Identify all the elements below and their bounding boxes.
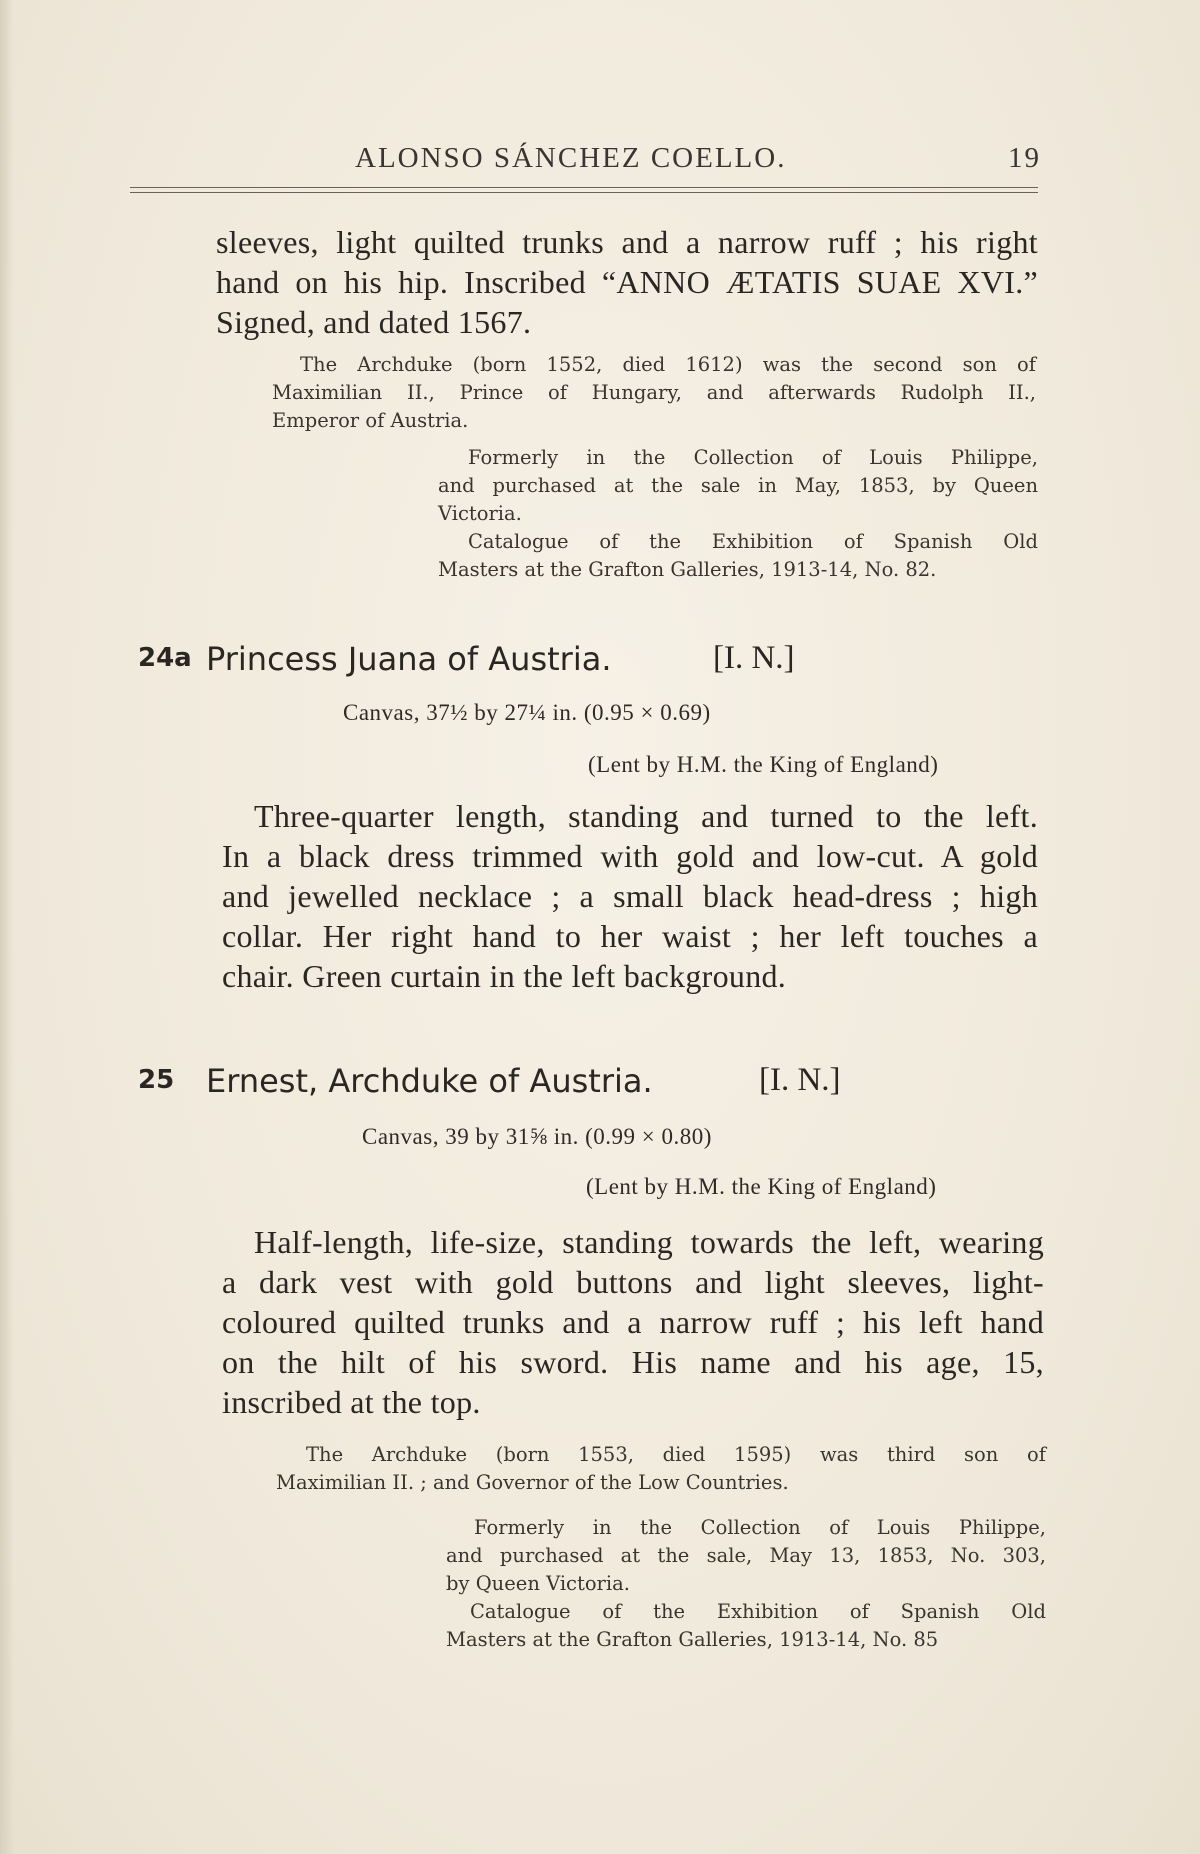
running-title: ALONSO SÁNCHEZ COELLO. (355, 142, 787, 174)
entry-number: 24a (138, 643, 192, 673)
provenance-line: Victoria. (438, 502, 522, 525)
note-line: Maximilian II., Prince of Hungary, and afterwards Rudolph II., (272, 381, 1036, 404)
provenance-line: Formerly in the Collection of Louis Philippe, (468, 446, 1038, 469)
continuation-line: Signed, and dated 1567. (216, 304, 532, 340)
entry-lender: (Lent by H.M. the King of England) (588, 752, 939, 777)
description-line: chair. Green curtain in the left background. (222, 958, 787, 994)
provenance-line: by Queen Victoria. (446, 1572, 630, 1595)
entry-tag: [I. N.] (759, 1062, 841, 1098)
description-line: Three-quarter length, standing and turned to the left. (254, 798, 1038, 834)
continuation-line: hand on his hip. Inscribed “ANNO ÆTATIS SUAE XVI.” (216, 264, 1038, 300)
catalogue-line: Catalogue of the Exhibition of Spanish Old (468, 530, 1038, 553)
note-line: The Archduke (born 1553, died 1595) was third son of (306, 1443, 1046, 1466)
binding-shadow (0, 0, 14, 1854)
page-number: 19 (1008, 142, 1041, 174)
entry-title: Princess Juana of Austria. (206, 640, 612, 678)
note-line: Emperor of Austria. (272, 409, 469, 432)
header-rule-top (130, 187, 1038, 188)
description-line: a dark vest with gold buttons and light sleeves, light- (222, 1264, 1044, 1300)
entry-number: 25 (138, 1065, 175, 1095)
catalogue-line: Catalogue of the Exhibition of Spanish Old (470, 1600, 1046, 1623)
continuation-line: sleeves, light quilted trunks and a narrow ruff ; his right (216, 224, 1038, 260)
description-line: collar. Her right hand to her waist ; her left touches a (222, 918, 1038, 954)
provenance-line: and purchased at the sale, May 13, 1853, No. 303, (446, 1544, 1046, 1567)
note-line: The Archduke (born 1552, died 1612) was the second son of (300, 353, 1036, 376)
description-line: inscribed at the top. (222, 1384, 481, 1420)
header-rule-bottom (130, 192, 1038, 193)
entry-medium: Canvas, 37½ by 27¼ in. (0.95 × 0.69) (343, 700, 711, 725)
description-line: on the hilt of his sword. His name and his age, 15, (222, 1344, 1044, 1380)
entry-lender: (Lent by H.M. the King of England) (586, 1174, 937, 1199)
entry-tag: [I. N.] (713, 640, 795, 676)
description-line: coloured quilted trunks and a narrow ruff ; his left hand (222, 1304, 1044, 1340)
catalogue-line: Masters at the Grafton Galleries, 1913-14, No. 82. (438, 558, 937, 581)
description-line: Half-length, life-size, standing towards the left, wearing (254, 1224, 1044, 1260)
description-line: In a black dress trimmed with gold and low-cut. A gold (222, 838, 1038, 874)
entry-title: Ernest, Archduke of Austria. (206, 1062, 653, 1100)
description-line: and jewelled necklace ; a small black head-dress ; high (222, 878, 1038, 914)
provenance-line: and purchased at the sale in May, 1853, by Queen (438, 474, 1038, 497)
provenance-line: Formerly in the Collection of Louis Philippe, (474, 1516, 1046, 1539)
note-line: Maximilian II. ; and Governor of the Low Countries. (276, 1471, 789, 1494)
entry-medium: Canvas, 39 by 31⅝ in. (0.99 × 0.80) (362, 1124, 712, 1149)
catalogue-line: Masters at the Grafton Galleries, 1913-14, No. 85 (446, 1628, 939, 1651)
